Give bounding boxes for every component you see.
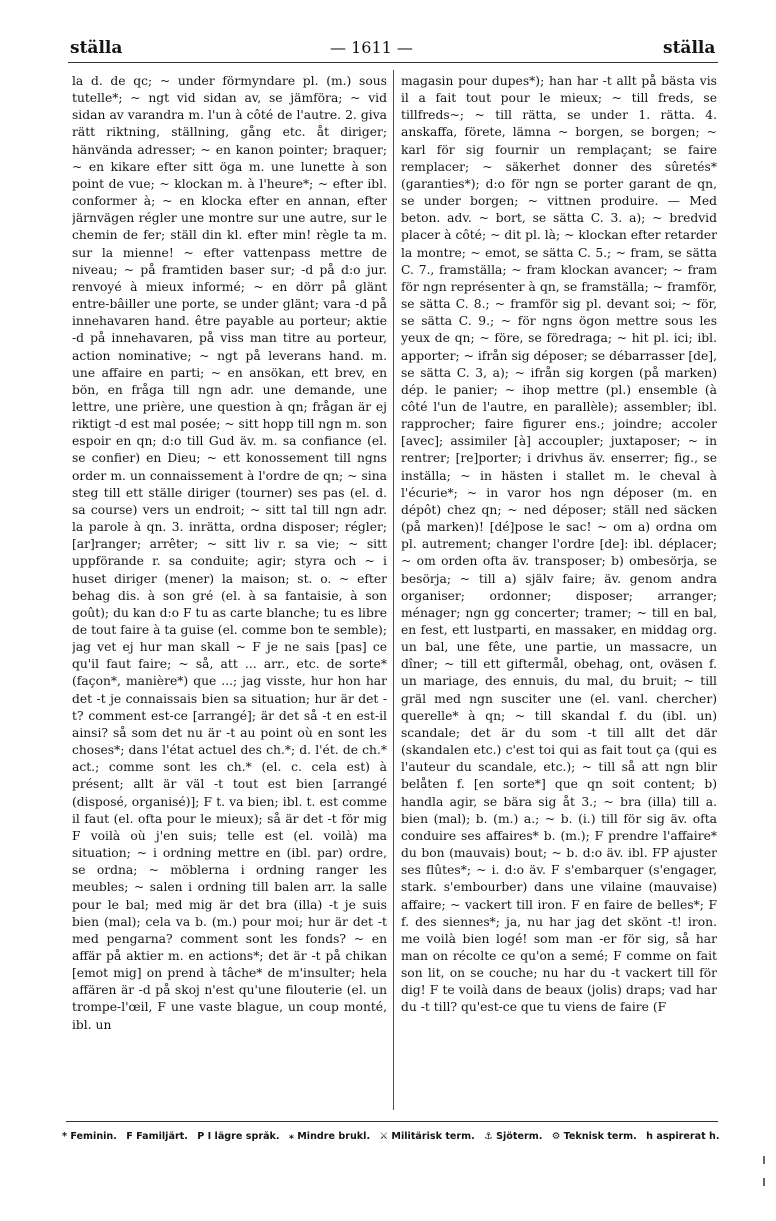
left-column bbox=[72, 73, 387, 1105]
column-divider bbox=[393, 70, 394, 1110]
left-column-text: la d. de qc; ~ under förmyndare pl. (m.) sous tutelle*; ~ ngt vid sidan av, se jämföra; ~ vid sidan av varandra m. l'un à côté de l'autre. 2. giva rätt riktning, ställning, gång etc. åt diriger; hänvända adresser; ~ en kanon pointer; braquer; ~ en kikare efter sitt öga m. une lunette à son point de vue; ~ klockan m. à l'heure*; ~ efter ibl. conformer à; ~ en klocka efter en annan, efter järnvägen régler une montre sur une autre, sur le chemin de fer; ställ din kl. efter min! règle ta m. sur la mienne! ~ efter vattenpass mettre de niveau; ~ på framtiden baser sur; -d på d:o jur. renvoyé à mieux informé; ~ en dörr på glänt entre-bâiller une porte, se under glänt; vara -d på innehavaren hand. être payable au porteur; aktie -d på innehavaren, på viss man titre au porteur, action nominative; ~ ngt på leverans hand. m. une affaire en parti; ~ en ansökan, ett brev, en bön, en fråga till ngn adr. une demande, une lettre, une prière, une question à qn; frågan är ej riktigt -d est mal posée; ~ sitt hopp till ngn m. son espoir en qn; d:o till Gud äv. m. sa confiance (el. se confier) en Dieu; ~ ett konossement till ngns order m. un connaissement à l'ordre de qn; ~ sina steg till ett ställe diriger (tourner) ses pas (el. d. sa course) vers un endroit; ~ sitt tal till ngn adr. la parole à qn. 3. inrätta, ordna disposer; régler; [ar]ranger; arrêter; ~ sitt liv r. sa vie; ~ sitt uppförande r. sa conduite; agir; styra och ~ i huset diriger (mener) la maison; st. o. ~ efter behag dis. à son gré (el. à sa fantaisie, à son goût); du kan d:o F tu as carte blanche; tu es libre de tout faire à ta guise (el. comme bon te semble); jag vet ej hur man skall ~ F je ne sais [pas] ce qu'il faut faire; ~ så, att ... arr., etc. de sorte* (façon*, manière*) que ...; jag visste, hur hon har det -t je connaissais bien sa situation; hur är det -t? comment est-ce [arrangé]; är det så -t en est-il ainsi? så som det nu är -t au point où en sont les choses*; dans l'état actuel des ch.*; d. l'ét. de ch.* act.; comme sont les ch.* (el. c. cela est) à présent; allt är väl -t tout est bien [arrangé (disposé, organisé)]; F t. va bien; ibl. t. est comme il faut (el. ofta pour le mieux); så är det -t för mig F voilà où j'en suis; telle est (el. voilà) ma situation; ~ i ordning mettre en (ibl. par) ordre, se ordna; ~ möblerna i ordning ranger les meubles; ~ salen i ordning till balen arr. la salle pour le bal; med mig är det bra (illa) -t je suis bien (mal); cela va b. (m.) pour moi; hur är det -t med pengarna? comment sont les fonds? ~ en affär på aktier m. en actions*; det är -t på chikan [emot mig] on prend à tâche* de m'insulter; hela affären är -d på skoj n'est qu'une filouterie (el. un trompe-l'œil, F une vaste blague, un coup monté, ibl. un bbox=[72, 74, 387, 1032]
legend-feminine: * Feminin. bbox=[62, 1131, 117, 1142]
right-column bbox=[401, 73, 717, 1105]
margin-mark bbox=[763, 1178, 765, 1186]
legend-less-used: ⁎ Mindre brukl. bbox=[288, 1131, 371, 1142]
margin-mark bbox=[763, 1156, 765, 1164]
legend-lower-language: P I lägre språk. bbox=[197, 1131, 280, 1142]
header-right-keyword: ställa bbox=[663, 38, 716, 58]
legend-familiar: F Familjärt. bbox=[126, 1131, 188, 1142]
abbreviation-legend bbox=[62, 1131, 722, 1142]
right-column-text: magasin pour dupes*); han har -t allt på bästa vis il a fait tout pour le mieux; ~ till freds, se tillfreds~; ~ till rätta, se under 1. rätta. 4. anskaffa, förete, lämna ~ borgen, se borgen; ~ karl för sig fournir un remplaçant; se faire remplacer; ~ säkerhet donner des sûretés* (garanties*); d:o för ngn se porter garant de qn, se under borgen; ~ vittnen produire. — Med beton. adv. ~ bort, se sätta C. 3. a); ~ bredvid placer à côté; ~ dit pl. là; ~ klockan efter retarder la montre; ~ emot, se sätta C. 5.; ~ fram, se sätta C. 7., framställa; ~ fram klockan avancer; ~ fram för ngn représenter à qn, se framställa; ~ framför, se sätta C. 8.; ~ framför sig pl. devant soi; ~ för, se sätta C. 9.; ~ för ngns ögon mettre sous les yeux de qn; ~ före, se föredraga; ~ hit pl. ici; ibl. apporter; ~ ifrån sig déposer; se débarrasser [de], se sätta C. 3, a); ~ ifrån sig korgen (på marken) dép. le panier; ~ ihop mettre (pl.) ensemble (à côté l'un de l'autre, en parallèle); assembler; ibl. rapprocher; faire figurer ens.; joindre; accoler [avec]; assimiler [à] accoupler; juxtaposer; ~ in rentrer; [re]porter; i drivhus äv. enserrer; fig., se inställa; ~ in hästen i stallet m. le cheval à l'écurie*; ~ in varor hos ngn déposer (m. en dépôt) chez qn; ~ ned déposer; ställ ned säcken (på marken)! [dé]pose le sac! ~ om a) ordna om pl. autrement; changer l'ordre [de]: ibl. déplacer; ~ om orden ofta äv. transposer; b) ombesörja, se besörja; ~ till a) själv faire; äv. genom andra organiser; ordonner; disposer; arranger; ménager; ngn gg concerter; tramer; ~ till en bal, en fest, ett lustparti, en massaker, en middag org. un bal, une fête, une partie, un massacre, un dîner; ~ till ett giftermål, obehag, ont, oväsen f. un mariage, des ennuis, du mal, du bruit; ~ till gräl med ngn susciter une (el. vanl. chercher) querelle* à qn; ~ till skandal f. du (ibl. un) scandale; det är du som -t till allt det där (skandalen etc.) c'est toi qui as fait tout ça (qui es l'auteur du scandale, etc.); ~ till så att ngn blir belåten f. [en sorte*] que qn soit content; b) handla agir, se bära sig åt 3.; ~ bra (illa) till a. bien (mal); b. (m.) a.; ~ b. (i.) till för sig äv. ofta conduire ses affaires* b. (m.); F prendre l'affaire* du bon (mauvais) bout; ~ b. d:o äv. ibl. FP ajuster ses flûtes*; ~ i. d:o äv. F s'embarquer (s'engager, stark. s'embourber) dans une vilaine (mauvaise) affaire; ~ vackert till iron. F en faire de belles*; F f. des siennes*; ja, nu har jag det skönt -t! iron. me voilà bien logé! som man -er för sig, så har man on récolte ce qu'on a semé; F comme on fait son lit, on se couche; nu har du -t vackert till för dig! F te voilà dans de beaux (jolis) draps; vad har du -t till? qu'est-ce que tu viens de faire (F bbox=[401, 74, 717, 1015]
header-divider bbox=[68, 62, 718, 63]
legend-nautical: ⚓ Sjöterm. bbox=[484, 1131, 543, 1142]
footnote-divider bbox=[66, 1121, 718, 1122]
legend-military: ⚔ Militärisk term. bbox=[379, 1131, 475, 1142]
header-left-keyword: ställa bbox=[70, 38, 123, 58]
legend-aspirated-h: h aspirerat h. bbox=[646, 1131, 720, 1142]
page-number: — 1611 — bbox=[330, 38, 413, 57]
legend-technical: ⚙ Teknisk term. bbox=[551, 1131, 637, 1142]
